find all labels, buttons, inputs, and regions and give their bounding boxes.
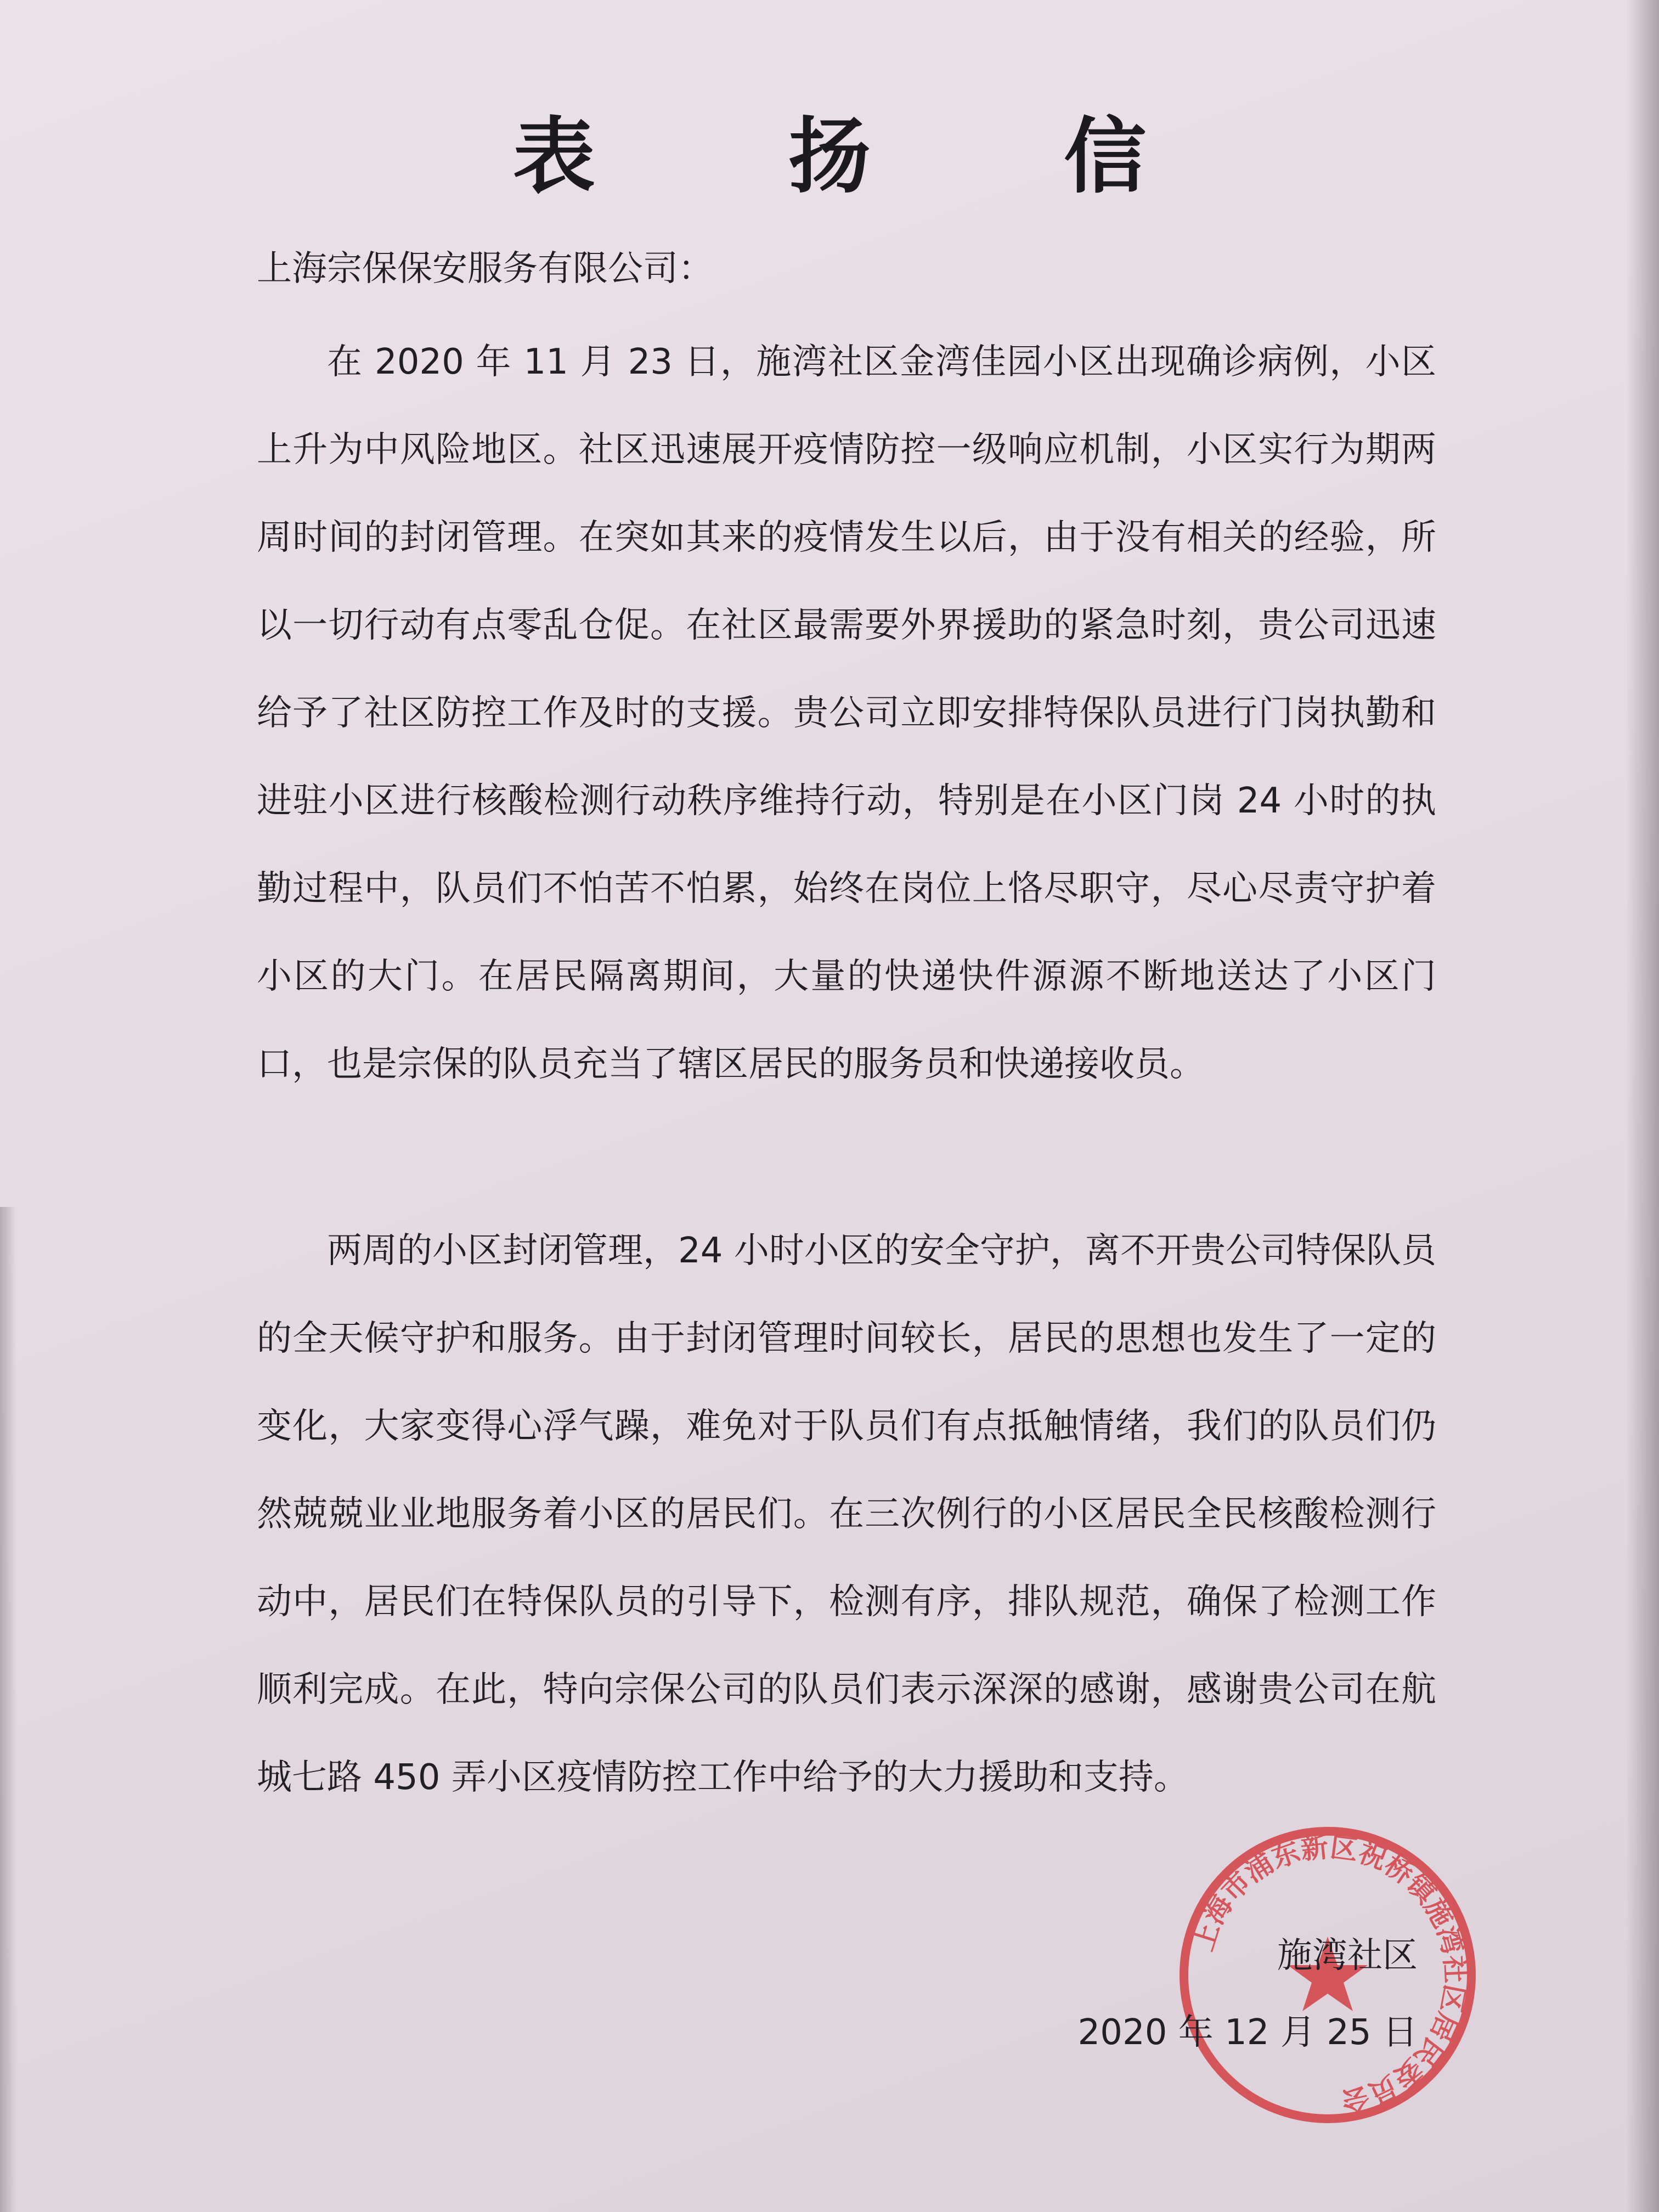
seal-text: 上海市浦东新区祝桥镇施湾社区居民委员会 bbox=[1187, 1831, 1471, 2118]
paragraph-2: 两周的小区封闭管理，24 小时小区的安全守护，离不开贵公司特保队员的全天候守护和服务。由于封闭管理时间较长，居民的思想也发生了一定的变化，大家变得心浮气躁，难免对于队员们有点抵触情绪，我们的队员们仍然兢兢业业地服务着小区的居民们。在三次例行的小区居民全民核酸检测行动中，居民们在特保队员的引导下，检测有序，排队规范，确保了检测工作顺利完成。在此，特向宗保公司的队员们表示深深的感谢，感谢贵公司在航城七路 450 弄小区疫情防控工作中给予的大力援助和支持。 bbox=[257, 1231, 1436, 1798]
page-edge-shadow bbox=[1626, 0, 1659, 2212]
page-left-shadow bbox=[0, 1207, 16, 2212]
salutation: 上海宗保保安服务有限公司： bbox=[257, 249, 713, 289]
paragraph-1: 在 2020 年 11 月 23 日，施湾社区金湾佳园小区出现确诊病例，小区上升为中风险地区。社区迅速展开疫情防控一级响应机制，小区实行为期两周时间的封闭管理。在突如其来的疫情发生以后，由于没有相关的经验，所以一切行动有点零乱仓促。在社区最需要外界援助的紧急时刻，贵公司迅速给予了社区防控工作及时的支援。贵公司立即安排特保队员进行门岗执勤和进驻小区进行核酸检测行动秩序维持行动，特别是在小区门岗 24 小时的执勤过程中，队员们不怕苦不怕累，始终在岗位上恪尽职守，尽心尽责守护着小区的大门。在居民隔离期间，大量的快递快件源源不断地送达了小区门口，也是宗保的队员充当了辖区居民的服务员和快递接收员。 bbox=[257, 342, 1436, 1085]
letter-date: 2020 年 12 月 25 日 bbox=[1077, 2012, 1418, 2053]
letter-title: 表 扬 信 bbox=[512, 108, 1229, 205]
signature: 施湾社区 bbox=[1277, 1936, 1418, 1976]
